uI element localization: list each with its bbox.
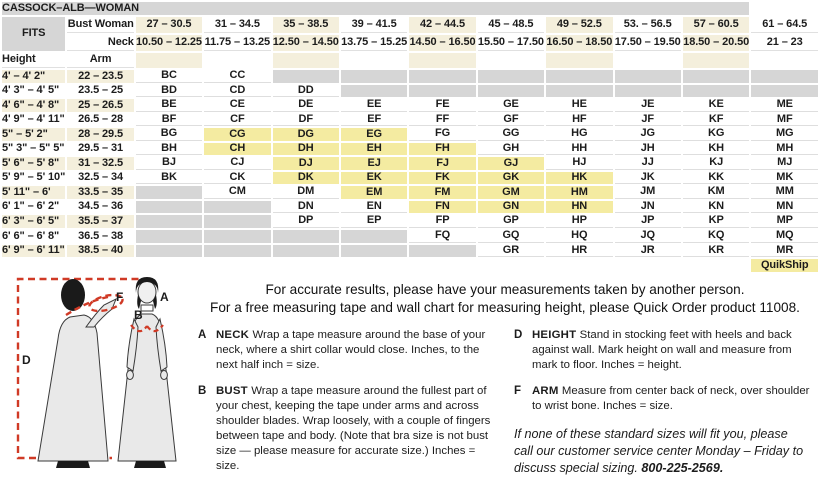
size-code-cell: KG — [683, 128, 750, 141]
neck-range-cell: 21 – 23 — [751, 35, 818, 51]
header-stripe-cell — [136, 53, 202, 68]
instruction-text: NECK Wrap a tape measure around the base of your neck, where a shirt collar would close. Inches, to the next half inch = size. — [216, 328, 486, 371]
empty-size-cell — [136, 245, 202, 258]
height-cell: 6' 3" – 6' 5" — [2, 215, 65, 228]
measuring-content — [196, 275, 820, 485]
quikship-row-spacer — [2, 259, 749, 272]
size-code-cell: KQ — [683, 230, 750, 243]
empty-size-cell — [478, 85, 544, 98]
bust-range-cell: 31 – 34.5 — [204, 17, 270, 33]
empty-size-cell — [341, 245, 407, 258]
arm-cell: 31 – 32.5 — [67, 157, 133, 170]
table-row — [2, 70, 818, 83]
neck-label: Neck — [67, 35, 133, 51]
empty-size-cell — [615, 85, 681, 98]
special-sizing-note-text: If none of these standard sizes will fit you, please call our customer service center Monday – Friday to discuss special sizing. — [514, 427, 804, 475]
size-code-cell: DF — [273, 114, 339, 127]
neck-range-cell: 12.50 – 14.50 — [273, 35, 339, 51]
empty-size-cell — [341, 70, 407, 83]
quikship-row — [2, 259, 818, 272]
bust-range-cell: 42 – 44.5 — [409, 17, 475, 33]
size-code-cell: MK — [751, 172, 818, 185]
header-stripe-cell — [683, 53, 750, 68]
back-view-figure — [38, 279, 124, 468]
header-stripe-cell — [751, 53, 818, 68]
size-code-cell: GF — [478, 114, 544, 127]
neck-range-cell: 15.50 – 17.50 — [478, 35, 544, 51]
neck-range-cell: 16.50 – 18.50 — [546, 35, 612, 51]
size-code-cell: GP — [478, 215, 544, 228]
size-code-cell: EG — [341, 128, 407, 141]
bust-range-cell: 45 – 48.5 — [478, 17, 544, 33]
back-figure-feet — [56, 461, 90, 468]
size-code-cell: CH — [204, 143, 270, 156]
table-row — [2, 128, 818, 141]
empty-size-cell — [204, 230, 270, 243]
size-code-cell: BH — [136, 143, 202, 156]
size-code-cell: BF — [136, 114, 202, 127]
bust-range-cell: 61 – 64.5 — [751, 17, 818, 33]
neck-range-cell: 14.50 – 16.50 — [409, 35, 475, 51]
empty-size-cell — [136, 186, 202, 199]
instruction-text: HEIGHT Stand in stocking feet with heels and back against wall. Mark height on wall and measure from mark to floor. Inches = height. — [532, 328, 792, 371]
size-code-cell: FN — [409, 201, 475, 214]
size-code-cell: ME — [751, 99, 818, 112]
size-code-cell: JF — [615, 114, 681, 127]
intro-line-2: For a free measuring tape and wall chart for measuring height, please Quick Order product 11008. — [210, 299, 800, 315]
height-cell: 4' – 4' 2" — [2, 70, 65, 83]
size-code-cell: FK — [409, 172, 475, 185]
instruction-column-left — [198, 328, 498, 485]
size-code-cell: JQ — [615, 230, 681, 243]
size-code-cell: GQ — [478, 230, 544, 243]
size-code-cell: HF — [546, 114, 612, 127]
size-code-cell: HN — [546, 201, 612, 214]
size-code-cell: FM — [409, 186, 475, 199]
size-code-cell: BJ — [136, 157, 202, 170]
table-row — [2, 114, 818, 127]
arm-cell: 23.5 – 25 — [67, 85, 133, 98]
size-code-cell: EE — [341, 99, 407, 112]
instruction-neck — [198, 328, 498, 373]
size-code-cell: CJ — [204, 157, 270, 170]
height-label: Height — [2, 53, 65, 68]
arm-cell: 34.5 – 36 — [67, 201, 133, 214]
empty-size-cell — [409, 85, 475, 98]
table-row — [2, 143, 818, 156]
header-stripe-cell — [273, 53, 339, 68]
size-code-cell: KP — [683, 215, 750, 228]
size-code-cell: BK — [136, 172, 202, 185]
size-code-cell: DG — [273, 128, 339, 141]
size-code-cell: CC — [204, 70, 270, 83]
arm-cell: 25 – 26.5 — [67, 99, 133, 112]
header-stripe-cell — [204, 53, 270, 68]
instruction-text: BUST Wrap a tape measure around the fullest part of your chest, keeping the tape under arms and across shoulder blades. Wrap loosely, with a couple of fingers between tape and body. (Note that bra size is not bust size — please measure for accurate size.) Inches = size. — [216, 385, 491, 473]
instruction-columns — [198, 328, 812, 485]
height-cell: 5" – 5' 2" — [2, 128, 65, 141]
height-cell: 5' 9" – 5' 10" — [2, 171, 66, 184]
arm-cell: 29.5 – 31 — [67, 143, 133, 156]
empty-size-cell — [204, 201, 270, 214]
table-row — [2, 201, 818, 214]
table-row — [2, 186, 818, 199]
size-code-cell: HQ — [546, 230, 612, 243]
instruction-arm — [514, 384, 812, 414]
instruction-bust — [198, 384, 498, 474]
size-code-cell: MF — [751, 114, 818, 127]
empty-size-cell — [273, 245, 339, 258]
size-code-cell: FE — [409, 99, 475, 112]
size-code-cell: HR — [546, 245, 612, 258]
size-code-cell: EN — [341, 201, 407, 214]
measurement-figure-illustration — [0, 275, 196, 474]
figure-label-height: D — [22, 353, 31, 368]
size-code-cell: KN — [683, 201, 750, 214]
intro-line-1: For accurate results, please have your measurements taken by another person. — [265, 282, 745, 298]
size-code-cell: JM — [615, 186, 681, 199]
empty-size-cell — [341, 85, 407, 98]
size-code-cell: JN — [615, 201, 681, 214]
size-code-cell: BG — [136, 128, 202, 141]
size-code-cell: KJ — [683, 157, 750, 170]
size-code-cell: GN — [478, 201, 544, 214]
bust-label: Bust Woman — [67, 17, 133, 33]
front-figure-face — [138, 281, 156, 303]
size-code-cell: KH — [683, 143, 750, 156]
arm-cell: 33.5 – 35 — [67, 186, 133, 199]
table-row — [2, 215, 818, 228]
empty-size-cell — [683, 85, 750, 98]
size-code-cell: BC — [136, 70, 202, 83]
table-row — [2, 85, 818, 98]
size-code-cell: EF — [341, 114, 407, 127]
size-code-cell: MP — [751, 215, 818, 228]
header-stripe-cell — [615, 53, 681, 68]
header-stripe-cell — [341, 53, 407, 68]
size-code-cell: DM — [273, 186, 339, 199]
empty-size-cell — [136, 230, 202, 243]
header-stripe-cell — [478, 53, 544, 68]
arm-cell: 36.5 – 38 — [67, 230, 133, 243]
size-code-cell: HM — [546, 186, 612, 199]
bust-range-cell: 39 – 41.5 — [341, 17, 407, 33]
empty-size-cell — [204, 215, 270, 228]
size-code-cell: MM — [751, 186, 818, 199]
size-code-cell: MJ — [751, 157, 818, 170]
size-code-cell: FJ — [409, 157, 475, 170]
phone-number: 800-225-2569. — [641, 460, 724, 475]
size-code-cell: GE — [478, 99, 544, 112]
table-row — [2, 230, 818, 243]
size-code-cell: MH — [751, 143, 818, 156]
size-code-cell: HK — [546, 172, 612, 185]
title-row-spacer — [751, 2, 818, 15]
arm-cell: 28 – 29.5 — [67, 128, 133, 141]
arm-cell: 35.5 – 37 — [67, 215, 133, 228]
size-code-cell: HG — [546, 128, 612, 141]
size-code-cell: BD — [136, 85, 202, 98]
instruction-letter: B — [198, 385, 207, 398]
size-code-cell: DN — [273, 201, 339, 214]
intro-text — [198, 281, 812, 316]
height-cell: 5' 6" – 5' 8" — [2, 157, 65, 170]
empty-size-cell — [615, 70, 681, 83]
size-code-cell: GJ — [478, 157, 544, 170]
measure-row — [2, 53, 818, 68]
height-cell: 4' 3" – 4' 5" — [2, 85, 65, 98]
bust-row — [2, 17, 818, 33]
size-code-cell: DK — [273, 172, 339, 185]
empty-size-cell — [341, 230, 407, 243]
neck-range-cell: 17.50 – 19.50 — [615, 35, 681, 51]
height-cell: 4' 9" – 4' 11" — [2, 113, 65, 126]
height-cell: 4' 6" – 4' 8" — [2, 99, 65, 112]
size-code-cell: CE — [204, 99, 270, 112]
arm-cell: 38.5 – 40 — [67, 245, 133, 258]
size-code-cell: KM — [683, 186, 750, 199]
size-code-cell: FH — [409, 143, 475, 156]
neck-row — [2, 35, 818, 51]
empty-size-cell — [751, 85, 818, 98]
size-code-cell: EM — [341, 186, 407, 199]
empty-size-cell — [683, 70, 750, 83]
front-figure-feet — [134, 461, 166, 468]
size-code-cell: JE — [615, 99, 681, 112]
size-code-cell: EH — [341, 143, 407, 156]
figure-label-bust: B — [134, 308, 143, 323]
size-code-cell: DP — [273, 215, 339, 228]
size-code-cell: JK — [615, 172, 681, 185]
table-row — [2, 157, 818, 170]
neck-range-cell: 11.75 – 13.25 — [204, 35, 270, 51]
measuring-section — [0, 275, 820, 474]
bust-range-cell: 49 – 52.5 — [546, 17, 612, 33]
size-code-cell: GG — [478, 128, 544, 141]
empty-size-cell — [546, 70, 612, 83]
size-code-cell: GK — [478, 172, 544, 185]
size-code-cell: HP — [546, 215, 612, 228]
size-code-cell: GH — [478, 143, 544, 156]
size-code-cell: HJ — [546, 157, 612, 170]
size-code-cell: FG — [409, 128, 475, 141]
instruction-letter: F — [514, 385, 522, 398]
size-code-cell: DE — [273, 99, 339, 112]
size-code-cell: KR — [683, 245, 750, 258]
bust-range-cell: 27 – 30.5 — [136, 17, 202, 33]
empty-size-cell — [204, 245, 270, 258]
empty-size-cell — [136, 201, 202, 214]
empty-size-cell — [546, 85, 612, 98]
empty-size-cell — [273, 70, 339, 83]
instruction-column-right — [514, 328, 812, 485]
size-code-cell: MQ — [751, 230, 818, 243]
instruction-text: ARM Measure from center back of neck, over shoulder to wrist bone. Inches = size. — [532, 385, 810, 413]
size-code-cell: EJ — [341, 157, 407, 170]
figure-wrap — [0, 275, 196, 474]
size-code-cell: KE — [683, 99, 750, 112]
table-row — [2, 172, 818, 185]
size-code-cell: MR — [751, 245, 818, 258]
size-code-cell: CF — [204, 114, 270, 127]
page-title: CASSOCK–ALB—WOMAN — [2, 2, 749, 15]
instruction-height — [514, 328, 812, 373]
bust-range-cell: 35 – 38.5 — [273, 17, 339, 33]
bust-range-cell: 57 – 60.5 — [683, 17, 750, 33]
empty-size-cell — [751, 70, 818, 83]
size-code-cell: HH — [546, 143, 612, 156]
header-stripe-cell — [409, 53, 475, 68]
size-code-cell: JH — [615, 143, 681, 156]
size-code-cell: DJ — [273, 157, 339, 170]
size-code-cell: DD — [273, 85, 339, 98]
arm-cell: 32.5 – 34 — [67, 172, 133, 185]
size-code-cell: DH — [273, 143, 339, 156]
table-row — [2, 99, 818, 112]
size-code-cell: FP — [409, 215, 475, 228]
size-code-cell: EK — [341, 172, 407, 185]
size-rows — [2, 70, 818, 257]
figure-label-arm: F — [116, 290, 124, 305]
instruction-letter: D — [514, 328, 523, 341]
size-code-cell: FF — [409, 114, 475, 127]
instruction-letter: A — [198, 328, 207, 341]
empty-size-cell — [136, 215, 202, 228]
table-row — [2, 245, 818, 258]
empty-size-cell — [273, 230, 339, 243]
size-code-cell: CG — [204, 128, 270, 141]
neck-range-cell: 10.50 – 12.25 — [136, 35, 202, 51]
size-code-cell: HE — [546, 99, 612, 112]
header-stripe-cell — [546, 53, 612, 68]
height-cell: 5' 11" – 6' — [2, 186, 65, 199]
size-code-cell: GR — [478, 245, 544, 258]
bust-range-cell: 53. – 56.5 — [615, 17, 681, 33]
back-figure-hair — [61, 279, 85, 311]
size-code-cell: KF — [683, 114, 750, 127]
quikship-badge: QuikShip — [751, 259, 818, 272]
size-code-cell: MN — [751, 201, 818, 214]
empty-size-cell — [478, 70, 544, 83]
arm-cell: 26.5 – 28 — [67, 114, 133, 127]
size-code-cell: JP — [615, 215, 681, 228]
size-code-cell: MG — [751, 128, 818, 141]
size-code-cell: KK — [683, 172, 750, 185]
size-code-cell: CM — [204, 186, 270, 199]
size-code-cell: JR — [615, 245, 681, 258]
empty-size-cell — [409, 245, 475, 258]
front-figure-collar — [141, 305, 153, 311]
special-sizing-note — [514, 426, 812, 476]
figure-label-neck: A — [160, 290, 169, 305]
front-view-figure — [118, 277, 176, 468]
height-cell: 5" 3" – 5" 5" — [2, 142, 65, 155]
arm-cell: 22 – 23.5 — [67, 70, 133, 83]
height-cell: 6' 9" – 6' 11" — [2, 244, 65, 257]
size-code-cell: JJ — [615, 157, 681, 170]
size-code-cell: BE — [136, 99, 202, 112]
size-code-cell: JG — [615, 128, 681, 141]
size-code-cell: CD — [204, 85, 270, 98]
empty-size-cell — [409, 70, 475, 83]
size-code-cell: EP — [341, 215, 407, 228]
neck-range-cell: 18.50 – 20.50 — [683, 35, 750, 51]
size-code-cell: FQ — [409, 230, 475, 243]
fits-label: FITS — [2, 17, 65, 51]
title-row — [2, 2, 818, 15]
arm-label: Arm — [67, 53, 133, 68]
height-cell: 6' 1" – 6' 2" — [2, 201, 65, 214]
size-code-cell: GM — [478, 186, 544, 199]
size-code-cell: CK — [204, 172, 270, 185]
height-cell: 6' 6" – 6' 8" — [2, 230, 65, 243]
neck-range-cell: 13.75 – 15.25 — [341, 35, 407, 51]
